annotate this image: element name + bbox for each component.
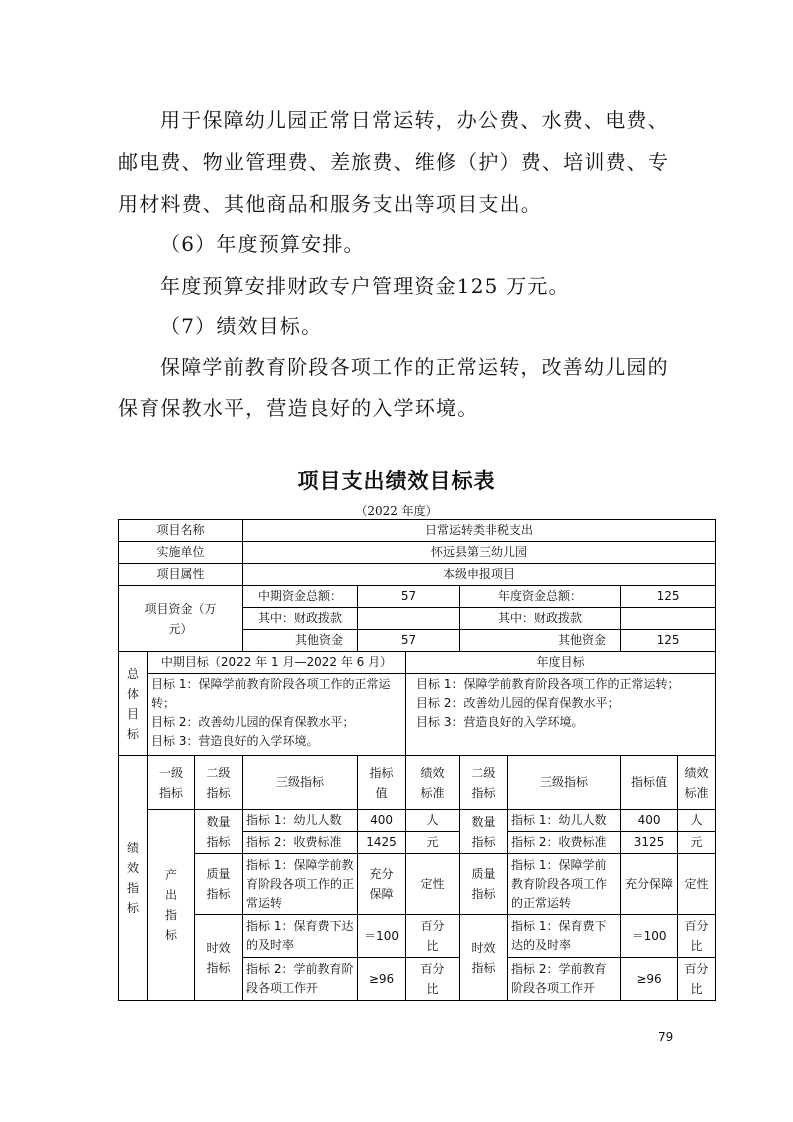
mid-goals <box>148 674 406 756</box>
project-attr-label: 项目属性 <box>119 564 243 586</box>
col-level3: 三级指标 <box>243 756 358 810</box>
indicator-standard: 元 <box>406 832 460 854</box>
perf-indicator-label: 绩效指标 <box>119 756 148 1001</box>
paragraph-line: 保障学前教育阶段各项工作的正常运转，改善幼儿园的 <box>160 355 669 379</box>
paragraph-line: 邮电费、物业管理费、差旅费、维修（护）费、培训费、专 <box>118 150 670 174</box>
funds-label: 项目资金（万元） <box>119 586 243 652</box>
indicator-name: 指标 2：收费标准 <box>508 832 621 854</box>
indicator-standard: 百分比 <box>406 915 460 958</box>
col-level3: 三级指标 <box>508 756 621 810</box>
col-standard: 绩效标准 <box>678 756 716 810</box>
section-heading: （7）绩效目标。 <box>160 314 323 338</box>
indicator-standard: 元 <box>678 832 716 854</box>
indicator-value: ≥96 <box>621 958 678 1001</box>
page-number: 79 <box>658 1030 674 1044</box>
indicator-name: 指标 2：收费标准 <box>243 832 358 854</box>
output-indicator-label: 产出指标 <box>148 810 195 1001</box>
indicator-standard: 百分比 <box>406 958 460 1001</box>
table-title: 项目支出绩效目标表 <box>297 469 496 493</box>
mid-other-label: 其他资金 <box>243 630 358 652</box>
indicator-value: ＝100 <box>621 915 678 958</box>
indicator-value: 1425 <box>358 832 406 854</box>
indicator-standard: 人 <box>406 810 460 832</box>
col-level2: 二级指标 <box>195 756 243 810</box>
mid-total-value: 57 <box>358 586 460 608</box>
indicator-name: 指标 1：保障学前教育阶段各项工作的正常运转 <box>508 854 621 915</box>
goal-line: 目标 3：营造良好的入学环境。 <box>416 715 584 729</box>
table-year: （2022 年度） <box>355 504 438 518</box>
indicator-value: 400 <box>621 810 678 832</box>
timeliness-category: 时效指标 <box>195 915 243 1001</box>
indicator-value: 充分保障 <box>621 854 678 915</box>
timeliness-category: 时效指标 <box>460 915 508 1001</box>
col-value: 指标值 <box>621 756 678 810</box>
indicator-name: 指标 2：学前教育阶段各项工作开 <box>508 958 621 1001</box>
year-total-value: 125 <box>621 586 716 608</box>
indicator-standard: 人 <box>678 810 716 832</box>
goal-line: 目标 3：营造良好的入学环境。 <box>151 734 319 748</box>
project-name: 日常运转类非税支出 <box>243 520 716 542</box>
unit-label: 实施单位 <box>119 542 243 564</box>
year-total-label: 年度资金总额： <box>460 586 621 608</box>
indicator-name: 指标 1：保障学前教育阶段各项工作的正常运转 <box>243 854 358 915</box>
overall-goal-label: 总体目标 <box>119 652 148 756</box>
indicator-name: 指标 1：保育费下达的及时率 <box>243 915 358 958</box>
col-value: 指标值 <box>358 756 406 810</box>
indicator-name: 指标 2：学前教育阶段各项工作开 <box>243 958 358 1001</box>
paragraph-line: 用于保障幼儿园正常日常运转，办公费、水费、电费、 <box>160 108 669 132</box>
year-fiscal-label: 其中：财政拨款 <box>460 608 621 630</box>
year-other-value: 125 <box>621 630 716 652</box>
indicator-name: 指标 1：幼儿人数 <box>243 810 358 832</box>
year-other-label: 其他资金 <box>460 630 621 652</box>
section-heading: （6）年度预算安排。 <box>160 232 365 256</box>
indicator-value: ≥96 <box>358 958 406 1001</box>
mid-fiscal-value <box>358 608 460 630</box>
mid-total-label: 中期资金总额： <box>243 586 358 608</box>
mid-goal-header: 中期目标（2022 年 1 月—2022 年 6 月） <box>148 652 406 674</box>
goal-line: 目标 1：保障学前教育阶段各项工作的正常运转； <box>151 677 391 710</box>
indicator-standard: 定性 <box>406 854 460 915</box>
indicator-standard: 百分比 <box>678 915 716 958</box>
col-standard: 绩效标准 <box>406 756 460 810</box>
year-goals <box>406 674 716 756</box>
implementing-unit: 怀远县第三幼儿园 <box>243 542 716 564</box>
quality-category: 质量指标 <box>460 854 508 915</box>
goal-line: 目标 2：改善幼儿园的保育保教水平； <box>416 696 620 710</box>
project-name-label: 项目名称 <box>119 520 243 542</box>
mid-other-value: 57 <box>358 630 460 652</box>
mid-fiscal-label: 其中：财政拨款 <box>243 608 358 630</box>
project-attr: 本级申报项目 <box>243 564 716 586</box>
paragraph-line: 年度预算安排财政专户管理资金125 万元。 <box>160 274 570 298</box>
year-fiscal-value <box>621 608 716 630</box>
quantity-category: 数量指标 <box>460 810 508 854</box>
indicator-standard: 定性 <box>678 854 716 915</box>
quality-category: 质量指标 <box>195 854 243 915</box>
indicator-name: 指标 1：幼儿人数 <box>508 810 621 832</box>
col-level1: 一级指标 <box>148 756 195 810</box>
goal-line: 目标 2：改善幼儿园的保育保教水平； <box>151 715 355 729</box>
indicator-value: 充分保障 <box>358 854 406 915</box>
goal-line: 目标 1：保障学前教育阶段各项工作的正常运转； <box>416 677 680 691</box>
indicator-value: 400 <box>358 810 406 832</box>
col-level2: 二级指标 <box>460 756 508 810</box>
indicator-name: 指标 1：保育费下达的及时率 <box>508 915 621 958</box>
indicator-standard: 百分比 <box>678 958 716 1001</box>
indicator-value: ＝100 <box>358 915 406 958</box>
paragraph-line: 用材料费、其他商品和服务支出等项目支出。 <box>118 192 542 216</box>
paragraph-line: 保育保教水平，营造良好的入学环境。 <box>118 396 479 420</box>
quantity-category: 数量指标 <box>195 810 243 854</box>
indicator-value: 3125 <box>621 832 678 854</box>
performance-table <box>118 519 716 1001</box>
year-goal-header: 年度目标 <box>406 652 716 674</box>
